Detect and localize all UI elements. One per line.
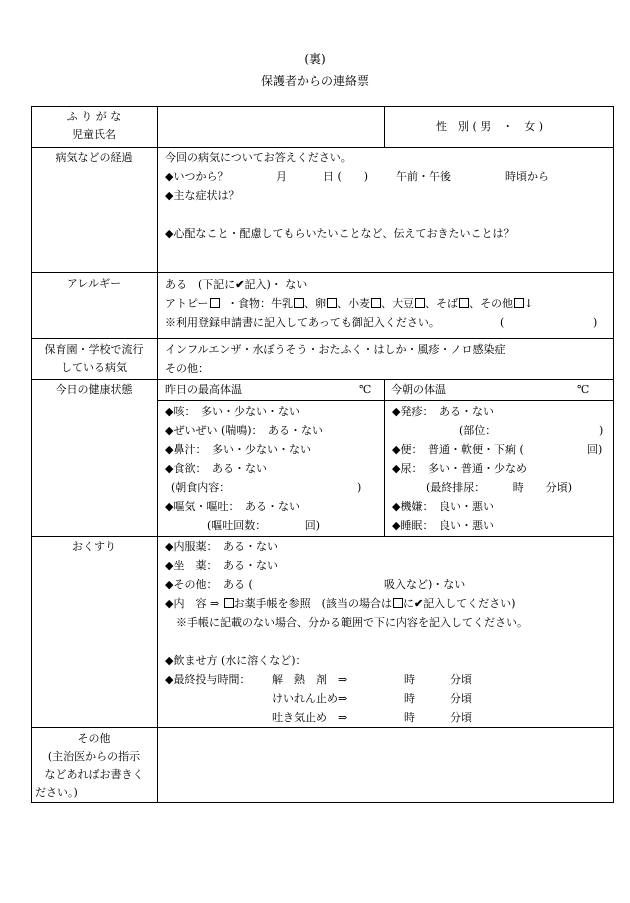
allergy-detail-field[interactable]: [513, 316, 593, 330]
sep: 、: [469, 297, 481, 310]
health-rash[interactable]: ◆発疹： ある・ない: [392, 405, 494, 418]
notebook-checkbox[interactable]: [224, 598, 234, 608]
illness-symptoms[interactable]: ◆主な症状は？: [165, 189, 240, 202]
other-label-4: ださい。): [35, 786, 78, 799]
other-food-checkbox[interactable]: [514, 298, 524, 308]
sep: 、: [381, 297, 393, 310]
content-d: 記入してください): [423, 597, 516, 610]
food-soy-label: 大豆: [392, 297, 415, 310]
check-icon: ✔: [413, 597, 424, 610]
allergy-note: ※利用登録申請書に記入してあっても御記入ください。: [165, 316, 440, 329]
soy-checkbox[interactable]: [415, 298, 425, 308]
content-a: ◆内 容 ⇒: [165, 597, 223, 610]
illness-month[interactable]: 月: [276, 170, 287, 183]
oral-medicine[interactable]: ◆内服薬： ある・ない: [165, 540, 278, 553]
food-milk-label: 牛乳: [271, 297, 294, 310]
health-appetite[interactable]: ◆食欲： ある・ない: [165, 462, 267, 475]
wheat-checkbox[interactable]: [371, 298, 381, 308]
allergy-presence[interactable]: [165, 278, 307, 292]
rash-site[interactable]: (部位：: [459, 424, 497, 437]
allergy-note-paren-close: ): [593, 316, 598, 329]
sep: 、: [425, 297, 437, 310]
page-side-label: (裏): [304, 52, 326, 66]
egg-checkbox[interactable]: [327, 298, 337, 308]
suppository[interactable]: ◆坐 薬： ある・ない: [165, 559, 278, 572]
medicine-label: おくすり: [72, 540, 116, 553]
other-label-1: その他: [77, 732, 111, 745]
child-name-field[interactable]: [158, 107, 384, 147]
illness-concerns[interactable]: ◆心配なこと・配慮してもらいたいことなど、伝えておきたいことは？: [165, 227, 515, 240]
vomit-count[interactable]: (嘔吐回数： 回): [207, 519, 321, 532]
other-medicine-b: 吸入など)・ない: [384, 578, 466, 591]
epidemic-list[interactable]: インフルエンザ・水ぼうそう・おたふく・はしか・風疹・ノロ感染症: [165, 343, 506, 356]
allergy-label: アレルギー: [66, 277, 122, 290]
content-c: に: [402, 597, 414, 610]
food-soba-label: そば: [436, 297, 459, 310]
illness-time[interactable]: 時頃から: [505, 170, 549, 183]
milk-checkbox[interactable]: [294, 298, 304, 308]
illness-day[interactable]: 日 ( ): [323, 170, 369, 183]
stool-times: 回): [587, 443, 603, 456]
breakfast-paren-close: ): [357, 481, 362, 494]
health-nasal[interactable]: ◆鼻汁： 多い・少ない・ない: [165, 443, 311, 456]
gender-field[interactable]: 性 別 ( 男 ・ 女 ): [436, 120, 544, 133]
health-cough[interactable]: ◆咳： 多い・少ない・ない: [165, 405, 300, 418]
antiemetic-min[interactable]: 分頃: [450, 711, 472, 724]
how-to-give[interactable]: ◆飲ませ方 (水に溶くなど)：: [165, 654, 307, 667]
medicine-note: ※手帳に記載のない場合、分かる範囲で下に内容を記入してください。: [176, 616, 528, 629]
other-label-2: (主治医からの指示: [47, 750, 141, 763]
health-urine[interactable]: ◆尿： 多い・普通・少なめ: [392, 462, 527, 475]
celsius-icon: ℃: [577, 383, 590, 396]
health-wheeze[interactable]: ◆ぜいぜい (喘鳴)： ある・ない: [165, 424, 324, 437]
furigana-label: ふ り が な: [66, 110, 122, 123]
arrow-down-icon: ↓: [524, 297, 534, 310]
illness-intro: 今回の病気についてお答えください。: [165, 151, 352, 164]
content-b: お薬手帳を参照 (該当の場合は: [233, 597, 392, 610]
antipyretic-min[interactable]: 分頃: [450, 673, 472, 686]
medicine-content: [165, 597, 515, 611]
celsius-icon: ℃: [359, 383, 372, 396]
antiemetic-hour[interactable]: 時: [404, 711, 415, 724]
last-urination[interactable]: (最終排尿： 時 分頃): [426, 481, 573, 494]
antipyretic-hour[interactable]: 時: [404, 673, 415, 686]
yesterday-temp-label: 昨日の最高体温: [165, 383, 242, 396]
rash-site-paren-close: ): [599, 424, 604, 437]
allergy-presence-a: ある (下記に: [165, 278, 236, 291]
soba-checkbox[interactable]: [459, 298, 469, 308]
health-label: 今日の健康状態: [55, 383, 133, 396]
anticonvulsant-label: けいれん止め⇒: [272, 692, 348, 705]
allergy-items: [165, 297, 533, 311]
allergy-presence-b: 記入)・ ない: [244, 278, 308, 291]
food-other-label: その他: [480, 297, 514, 310]
illness-label: 病気などの経過: [55, 151, 133, 164]
anticonvulsant-hour[interactable]: 時: [404, 692, 415, 705]
antiemetic-label: 吐き気止め ⇒: [272, 711, 348, 724]
food-wheat-label: 小麦: [348, 297, 371, 310]
illness-ampm[interactable]: 午前・午後: [396, 170, 451, 183]
allergy-note-paren-open: (: [500, 316, 505, 329]
health-sleep[interactable]: ◆睡眠： 良い・悪い: [392, 519, 494, 532]
checkbox-icon: [393, 598, 403, 608]
food-label: ・食物：: [227, 297, 272, 310]
epidemic-label-2: している病気: [61, 361, 127, 374]
atopy-checkbox[interactable]: [210, 298, 220, 308]
allergy-atopy-label: アトピー: [165, 297, 209, 310]
other-medicine[interactable]: ◆その他： ある (: [165, 578, 253, 591]
food-egg-label: 卵: [315, 297, 327, 310]
sep: 、: [304, 297, 316, 310]
illness-when-label: ◆いつから？: [165, 170, 229, 183]
anticonvulsant-min[interactable]: 分頃: [450, 692, 472, 705]
sep: 、: [337, 297, 349, 310]
breakfast-content[interactable]: (朝食内容：: [171, 481, 231, 494]
child-name-label: 児童氏名: [72, 128, 116, 141]
other-label-3: などあればお書きく: [44, 768, 144, 781]
epidemic-other[interactable]: その他：: [165, 362, 209, 375]
today-temp-label: 今朝の体温: [391, 383, 446, 396]
health-mood[interactable]: ◆機嫌： 良い・悪い: [392, 500, 494, 513]
page-title: 保護者からの連絡票: [260, 74, 369, 88]
last-dose-label: ◆最終投与時間：: [165, 673, 251, 686]
health-nausea[interactable]: ◆嘔気・嘔吐： ある・ない: [165, 500, 300, 513]
check-icon: ✔: [235, 278, 245, 291]
other-notes-field[interactable]: [158, 728, 613, 802]
epidemic-label-1: 保育園・学校で流行: [44, 343, 144, 356]
antipyretic-label: 解 熱 剤 ⇒: [272, 673, 348, 686]
health-stool[interactable]: ◆便： 普通・軟便・下痢 (: [392, 443, 524, 456]
